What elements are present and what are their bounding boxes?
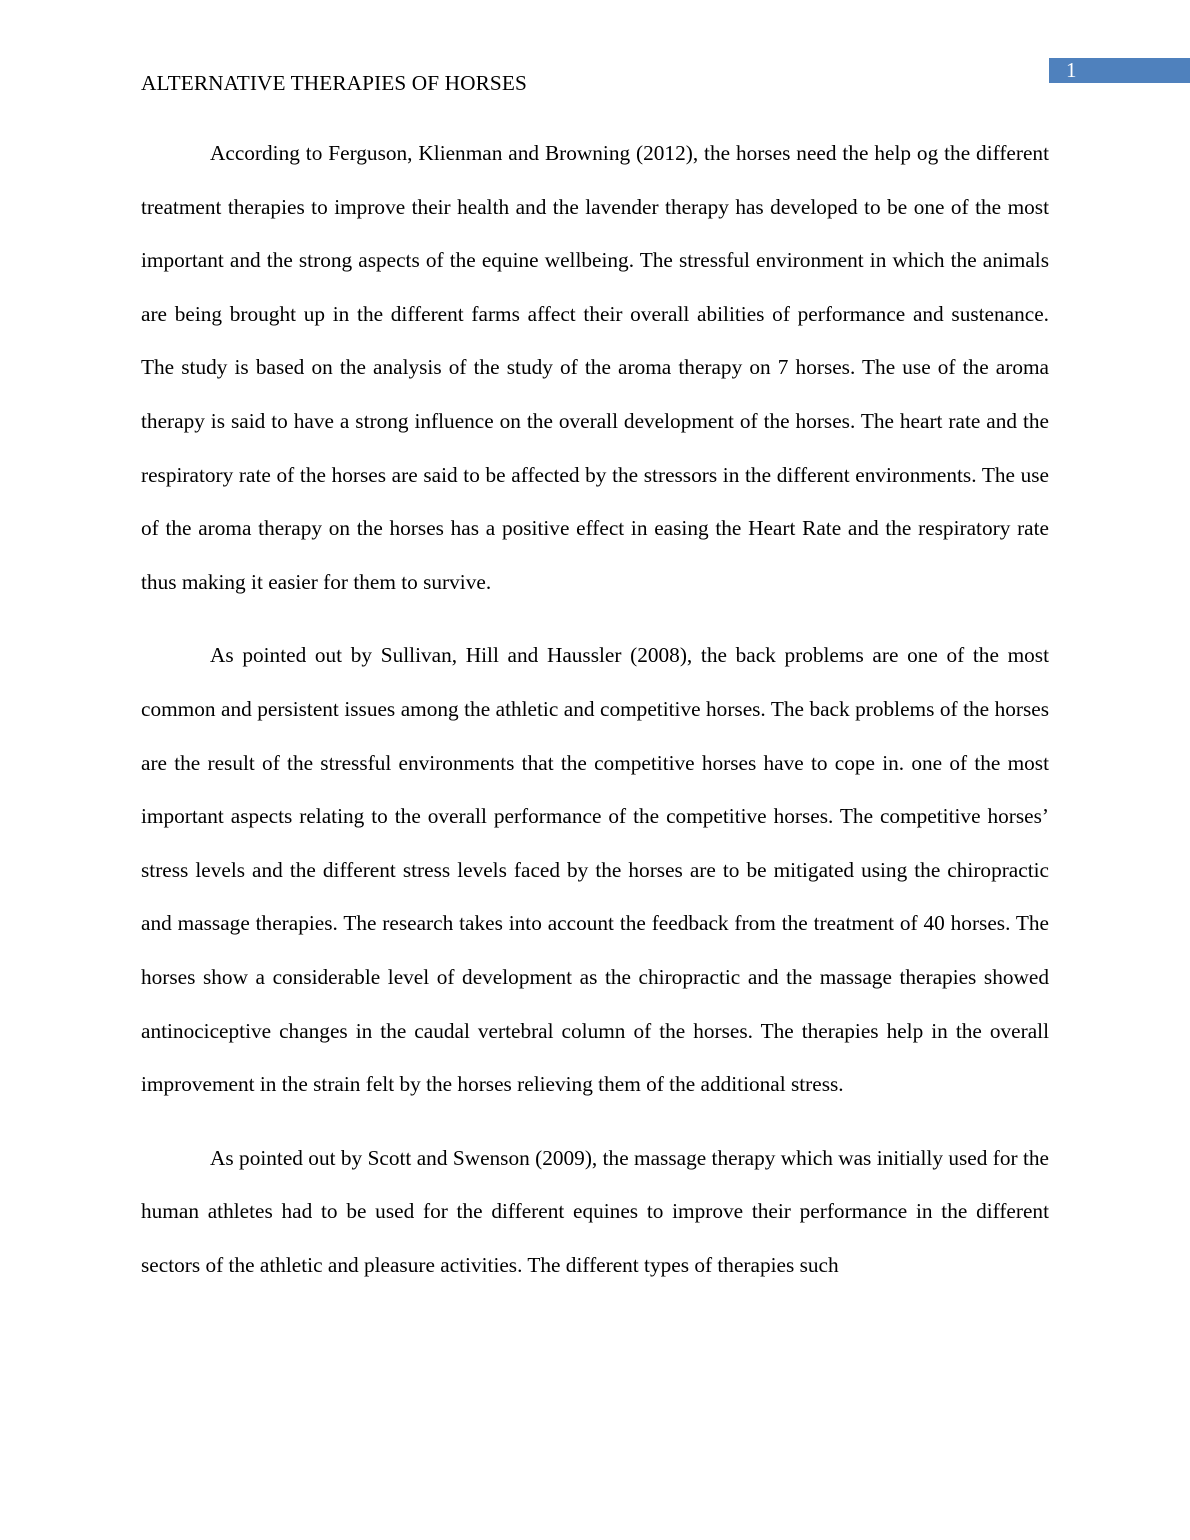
document-body [141, 127, 1049, 1292]
paragraph: As pointed out by Scott and Swenson (2009), the massage therapy which was initially used for the human athletes had to be used for the different equines to improve their performance in the different sectors of the athletic and pleasure activities. The different types of therapies such [141, 1145, 1049, 1277]
running-head: ALTERNATIVE THERAPIES OF HORSES [141, 71, 527, 95]
paragraph: According to Ferguson, Klienman and Browning (2012), the horses need the help og the different treatment therapies to improve their health and the lavender therapy has developed to be one of the most important and the strong aspects of the equine wellbeing. The stressful environment in which the animals are being brought up in the different farms affect their overall abilities of performance and sustenance. The study is based on the analysis of the study of the aroma therapy on 7 horses. The use of the aroma therapy is said to have a strong influence on the overall development of the horses. The heart rate and the respiratory rate of the horses are said to be affected by the stressors in the different environments. The use of the aroma therapy on the horses has a positive effect in easing the Heart Rate and the respiratory rate thus making it easier for them to survive. [141, 141, 1049, 594]
paragraph: As pointed out by Sullivan, Hill and Haussler (2008), the back problems are one of the most common and persistent issues among the athletic and competitive horses. The back problems of the horses are the result of the stressful environments that the competitive horses have to cope in. one of the most important aspects relating to the overall performance of the competitive horses. The competitive horses’ stress levels and the different stress levels faced by the horses are to be mitigated using the chiropractic and massage therapies. The research takes into account the feedback from the treatment of 40 horses. The horses show a considerable level of development as the chiropractic and the massage therapies showed antinociceptive changes in the caudal vertebral column of the horses. The therapies help in the overall improvement in the strain felt by the horses relieving them of the additional stress. [141, 643, 1049, 1097]
page-number: 1 [1066, 58, 1077, 82]
